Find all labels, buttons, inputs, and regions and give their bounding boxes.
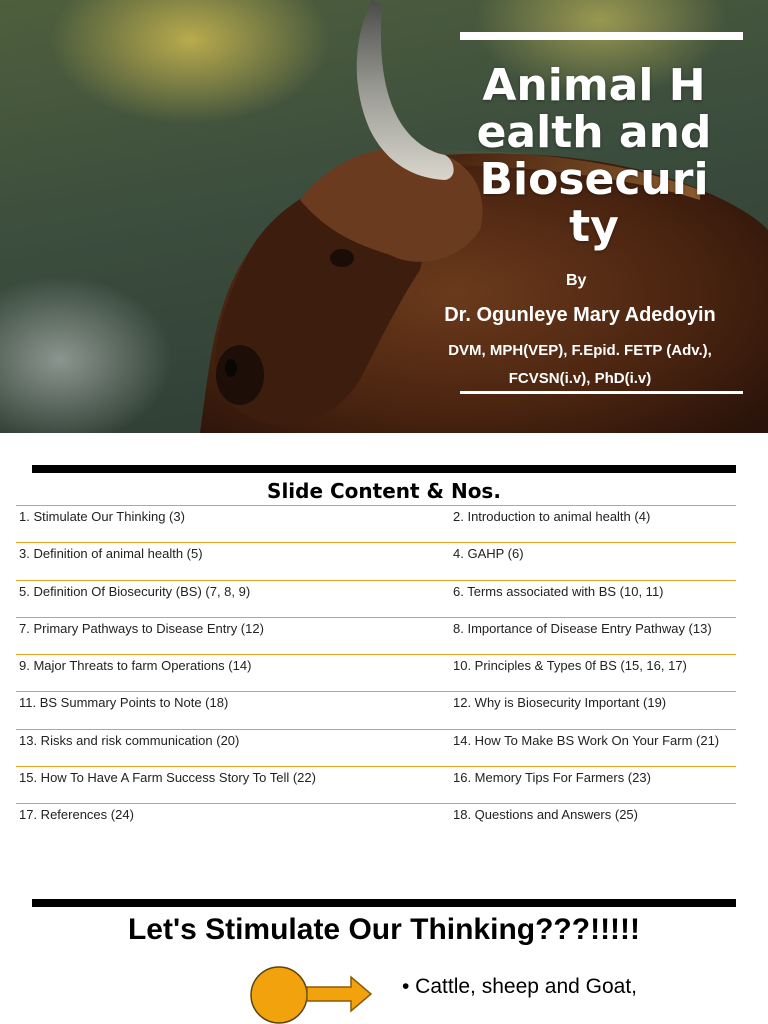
- toc-item: 10. Principles & Types 0f BS (15, 16, 17): [453, 658, 687, 674]
- table-row: [16, 766, 736, 803]
- toc-item: 5. Definition Of Biosecurity (BS) (7, 8, 9): [19, 583, 251, 599]
- table-row: [16, 505, 736, 542]
- table-row: [16, 654, 736, 691]
- credentials-line-2: FCVSN(i.v), PhD(i.v): [508, 370, 652, 387]
- toc-item: 7. Primary Pathways to Disease Entry (12): [19, 620, 264, 636]
- author-credentials: [425, 337, 735, 393]
- title-top-line: [460, 32, 743, 40]
- bullet-item: • Cattle, sheep and Goat,: [402, 975, 637, 998]
- table-row: [16, 729, 736, 766]
- slide3-top-bar: [32, 899, 736, 907]
- table-row: [16, 542, 736, 579]
- contents-table: [16, 505, 736, 841]
- table-row: [16, 580, 736, 617]
- table-row: [16, 617, 736, 654]
- presentation-title: Animal Health and Biosecurity: [476, 60, 712, 252]
- contents-slide: [0, 433, 768, 865]
- toc-item: 18. Questions and Answers (25): [453, 807, 638, 823]
- toc-item: 4. GAHP (6): [453, 546, 524, 562]
- toc-item: 15. How To Have A Farm Success Story To Tell (22): [19, 770, 316, 786]
- by-label: By: [566, 272, 587, 289]
- slide3-title: Let's Stimulate Our Thinking???!!!!!: [127, 913, 641, 946]
- credentials-line-1: DVM, MPH(VEP), F.Epid. FETP (Adv.),: [448, 342, 712, 359]
- table-row: [16, 691, 736, 728]
- toc-item: 8. Importance of Disease Entry Pathway (13): [453, 620, 712, 636]
- toc-item: 2. Introduction to animal health (4): [453, 509, 651, 524]
- toc-item: 16. Memory Tips For Farmers (23): [453, 770, 651, 786]
- toc-item: 12. Why is Biosecurity Important (19): [453, 695, 667, 711]
- circle-arrow-icon: [249, 965, 374, 1024]
- toc-item: 3. Definition of animal health (5): [19, 546, 203, 562]
- stimulate-slide: [0, 865, 768, 1024]
- title-bottom-line: [460, 391, 743, 394]
- toc-item: 11. BS Summary Points to Note (18): [19, 695, 229, 711]
- toc-item: 14. How To Make BS Work On Your Farm (21): [453, 732, 720, 748]
- toc-item: 17. References (24): [19, 807, 134, 823]
- table-row: [16, 803, 736, 840]
- author-name: Dr. Ogunleye Mary Adedoyin: [444, 304, 716, 326]
- contents-top-bar: [32, 465, 736, 473]
- toc-item: 13. Risks and risk communication (20): [19, 732, 240, 748]
- contents-title: Slide Content & Nos.: [267, 479, 501, 503]
- toc-item: 6. Terms associated with BS (10, 11): [453, 583, 664, 599]
- toc-item: 9. Major Threats to farm Operations (14): [19, 658, 252, 674]
- toc-item: 1. Stimulate Our Thinking (3): [19, 509, 185, 524]
- title-slide: [0, 0, 768, 433]
